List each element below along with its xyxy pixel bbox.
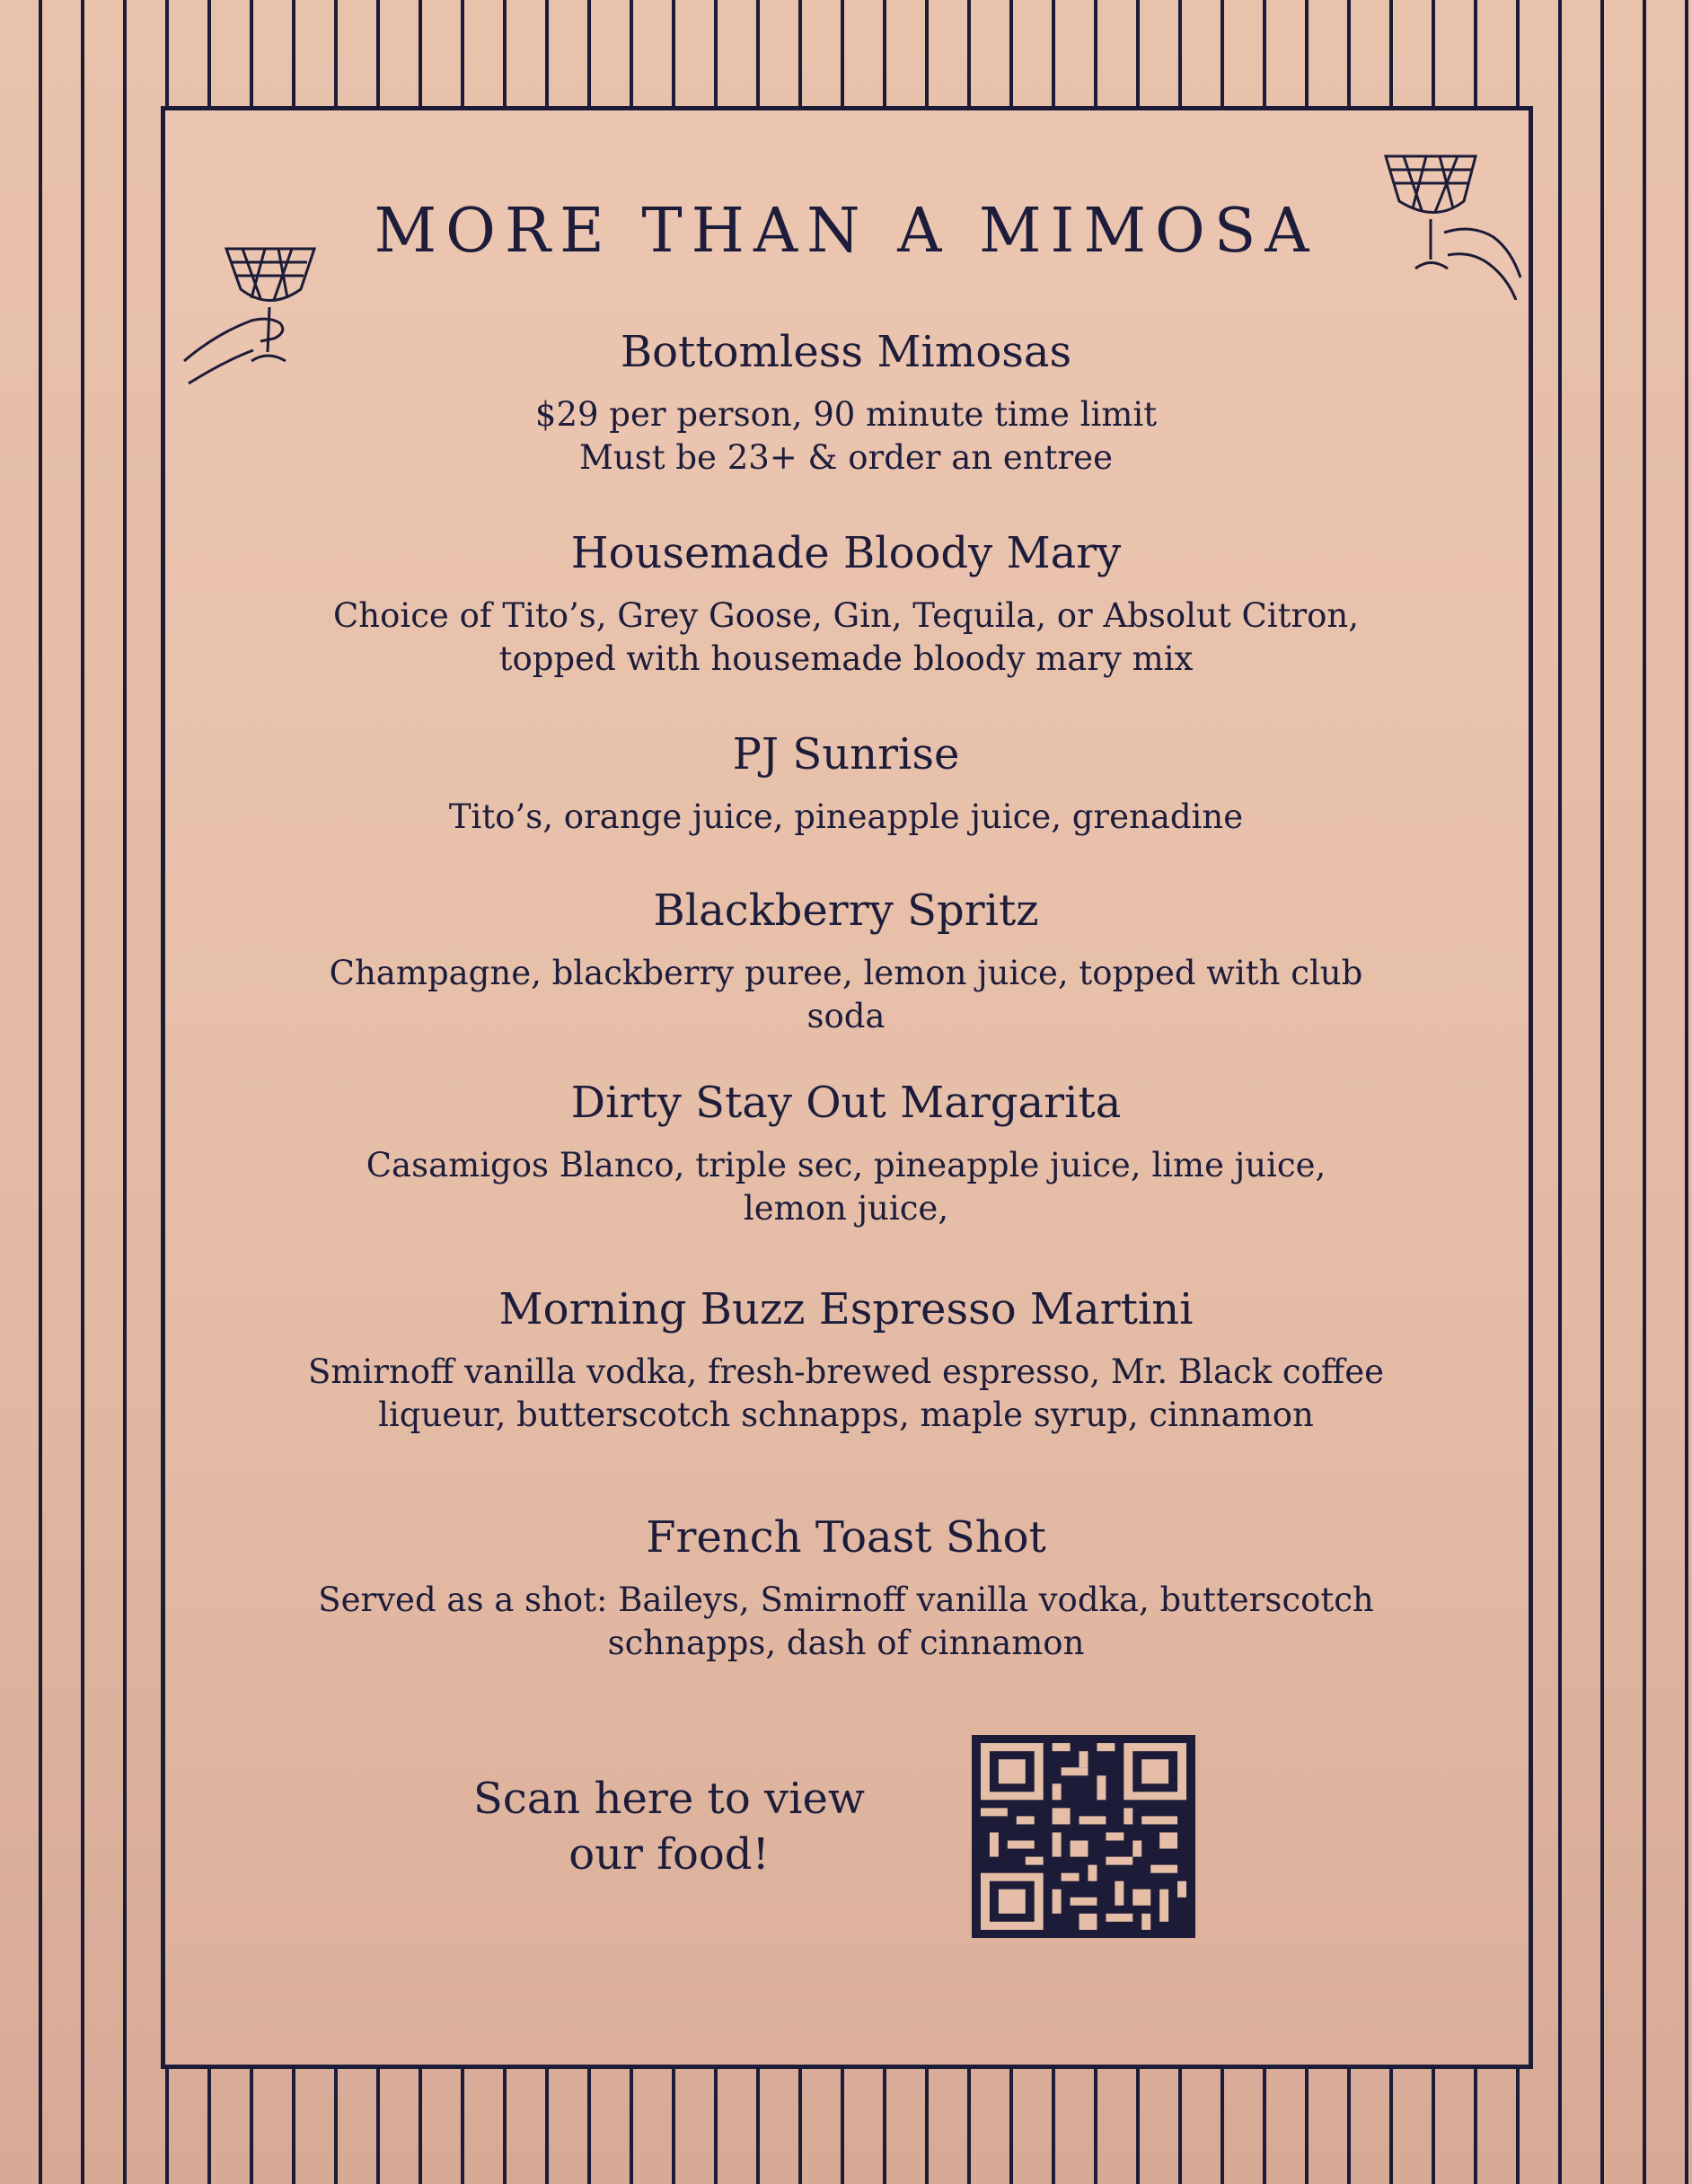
scan-prompt: [431, 1771, 907, 1882]
item-description: [269, 393, 1423, 480]
item-description: [269, 952, 1423, 1038]
description-line: Champagne, blackberry puree, lemon juice, topped with club: [329, 954, 1363, 992]
description-line: Casamigos Blanco, triple sec, pineapple juice, lime juice,: [366, 1146, 1326, 1184]
description-line: Tito’s, orange juice, pineapple juice, grenadine: [448, 797, 1244, 836]
description-line: Served as a shot: Baileys, Smirnoff vanilla vodka, butterscotch: [318, 1581, 1374, 1619]
item-description: [269, 1144, 1423, 1230]
description-line: Smirnoff vanilla vodka, fresh-brewed espresso, Mr. Black coffee: [308, 1352, 1384, 1391]
scan-line: Scan here to view: [473, 1774, 865, 1824]
item-name: Morning Buzz Espresso Martini: [498, 1284, 1194, 1334]
menu-item: [269, 1078, 1423, 1230]
menu-title: MORE THAN A MIMOSA: [374, 196, 1318, 267]
item-description: [269, 1351, 1423, 1437]
item-description: [269, 796, 1423, 839]
description-line: soda: [806, 997, 886, 1035]
item-name: Blackberry Spritz: [653, 885, 1039, 936]
qr-code-icon[interactable]: [972, 1735, 1195, 1938]
item-name: Housemade Bloody Mary: [570, 528, 1122, 578]
description-line: liqueur, butterscotch schnapps, maple syrup, cinnamon: [378, 1396, 1314, 1434]
menu-item: [269, 327, 1423, 480]
menu-item: [269, 885, 1423, 1038]
menu-item: [269, 1284, 1423, 1437]
description-line: schnapps, dash of cinnamon: [607, 1624, 1085, 1662]
item-name: French Toast Shot: [646, 1512, 1046, 1563]
menu-item: [269, 528, 1423, 681]
description-line: lemon juice,: [743, 1189, 949, 1228]
description-line: Choice of Tito’s, Grey Goose, Gin, Tequila, or Absolut Citron,: [332, 596, 1360, 635]
description-line: Must be 23+ & order an entree: [579, 438, 1113, 477]
item-description: [269, 594, 1423, 681]
item-name: Bottomless Mimosas: [620, 327, 1072, 377]
item-description: [269, 1579, 1423, 1665]
item-name: Dirty Stay Out Margarita: [570, 1078, 1122, 1128]
description-line: $29 per person, 90 minute time limit: [534, 395, 1158, 434]
scan-line: our food!: [568, 1829, 770, 1880]
menu-item: [269, 729, 1423, 839]
item-name: PJ Sunrise: [732, 729, 960, 779]
description-line: topped with housemade bloody mary mix: [498, 639, 1194, 678]
menu-item: [269, 1512, 1423, 1665]
